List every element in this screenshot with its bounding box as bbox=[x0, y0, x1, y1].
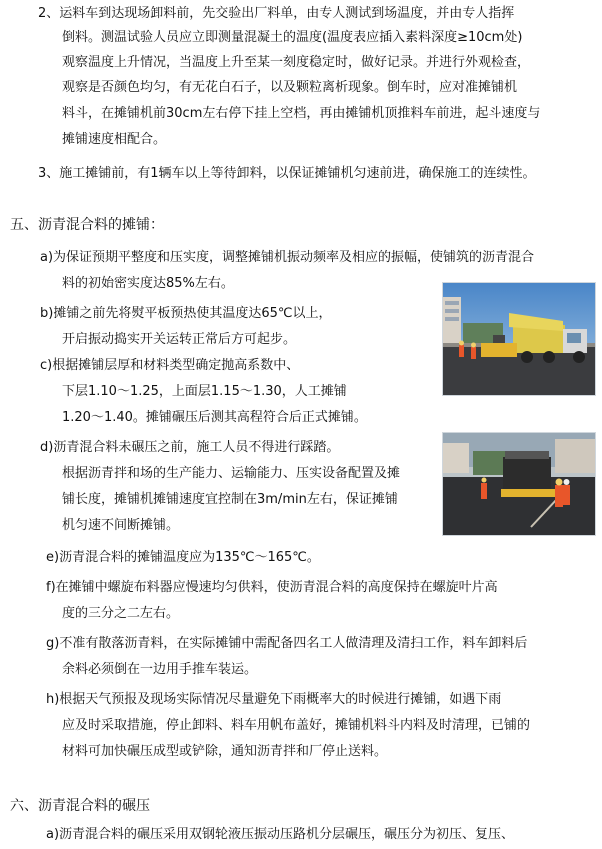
text-line: 摊铺速度相配合。 bbox=[62, 132, 167, 147]
text-line: 1.20～1.40。摊铺碾压后测其高程符合后正式摊铺。 bbox=[62, 410, 367, 425]
text-line: a)沥青混合料的碾压采用双钢轮液压振动压路机分层碾压，碾压分为初压、复压、 bbox=[46, 827, 515, 842]
text-line: 观察温度上升情况，当温度上升至某一刻度稳定时，做好记录。并进行外观检查， bbox=[62, 55, 531, 70]
text-line: 倒料。测温试验人员应立即测量混凝土的温度(温度表应插入素料深度≥10cm处) bbox=[62, 30, 523, 45]
text-line: g)不准有散落沥青料，在实际摊铺中需配备四名工人做清理及清扫工作，料车卸料后 bbox=[46, 636, 528, 651]
text-line: b)摊铺之前先将熨平板预热使其温度达65℃以上， bbox=[40, 306, 332, 321]
text-line: 开启振动捣实开关运转正常后方可起步。 bbox=[62, 332, 297, 347]
text-line: f)在摊铺中螺旋布料器应慢速均匀供料，使沥青混合料的高度保持在螺旋叶片高 bbox=[46, 580, 498, 595]
text-line: 材料可加快碾压成型或铲除，通知沥青拌和厂停止送料。 bbox=[62, 744, 388, 759]
text-line: 铺长度，摊铺机摊铺速度宜控制在3m/min左右，保证摊铺 bbox=[62, 492, 398, 507]
paving-truck-illustration bbox=[443, 283, 595, 395]
paving-workers-illustration bbox=[443, 433, 595, 535]
text-line: 下层1.10～1.25，上面层1.15～1.30，人工摊铺 bbox=[62, 384, 347, 399]
text-line: 观察是否颜色均匀，有无花白石子，以及颗粒离析现象。倒车时，应对准摊铺机 bbox=[62, 80, 518, 95]
text-line: 应及时采取措施，停止卸料、料车用帆布盖好，摊铺机料斗内料及时清理，已铺的 bbox=[62, 718, 531, 733]
text-line: 度的三分之二左右。 bbox=[62, 606, 180, 621]
paving-workers-photo bbox=[442, 432, 596, 536]
text-line: c)根据摊铺层厚和材料类型确定抛高系数中、 bbox=[40, 358, 300, 373]
text-line: 根据沥青拌和场的生产能力、运输能力、压实设备配置及摊 bbox=[62, 466, 401, 481]
paving-truck-photo bbox=[442, 282, 596, 396]
text-line: h)根据天气预报及现场实际情况尽量避免下雨概率大的时候进行摊铺，如遇下雨 bbox=[46, 692, 502, 707]
text-line: 料的初始密实度达85%左右。 bbox=[62, 276, 234, 291]
text-line: d)沥青混合料未碾压之前，施工人员不得进行踩踏。 bbox=[40, 440, 340, 455]
section-heading: 五、沥青混合料的摊铺： bbox=[10, 217, 164, 233]
text-line: 余料必须倒在一边用手推车装运。 bbox=[62, 662, 258, 677]
text-line: 料斗，在摊铺机前30cm左右停下挂上空档，再由摊铺机顶推料车前进，起斗速度与 bbox=[62, 106, 541, 121]
text-line: e)沥青混合料的摊铺温度应为135℃～165℃。 bbox=[46, 550, 320, 565]
text-line: 机匀速不间断摊铺。 bbox=[62, 518, 180, 533]
text-line: 2、运料车到达现场卸料前，先交验出厂料单，由专人测试到场温度，并由专人指挥 bbox=[38, 6, 515, 21]
section-heading: 六、沥青混合料的碾压 bbox=[10, 798, 150, 814]
text-line: 3、施工摊铺前，有1辆车以上等待卸料，以保证摊铺机匀速前进，确保施工的连续性。 bbox=[38, 166, 536, 181]
text-line: a)为保证预期平整度和压实度，调整摊铺机振动频率及相应的振幅，使铺筑的沥青混合 bbox=[40, 250, 535, 265]
